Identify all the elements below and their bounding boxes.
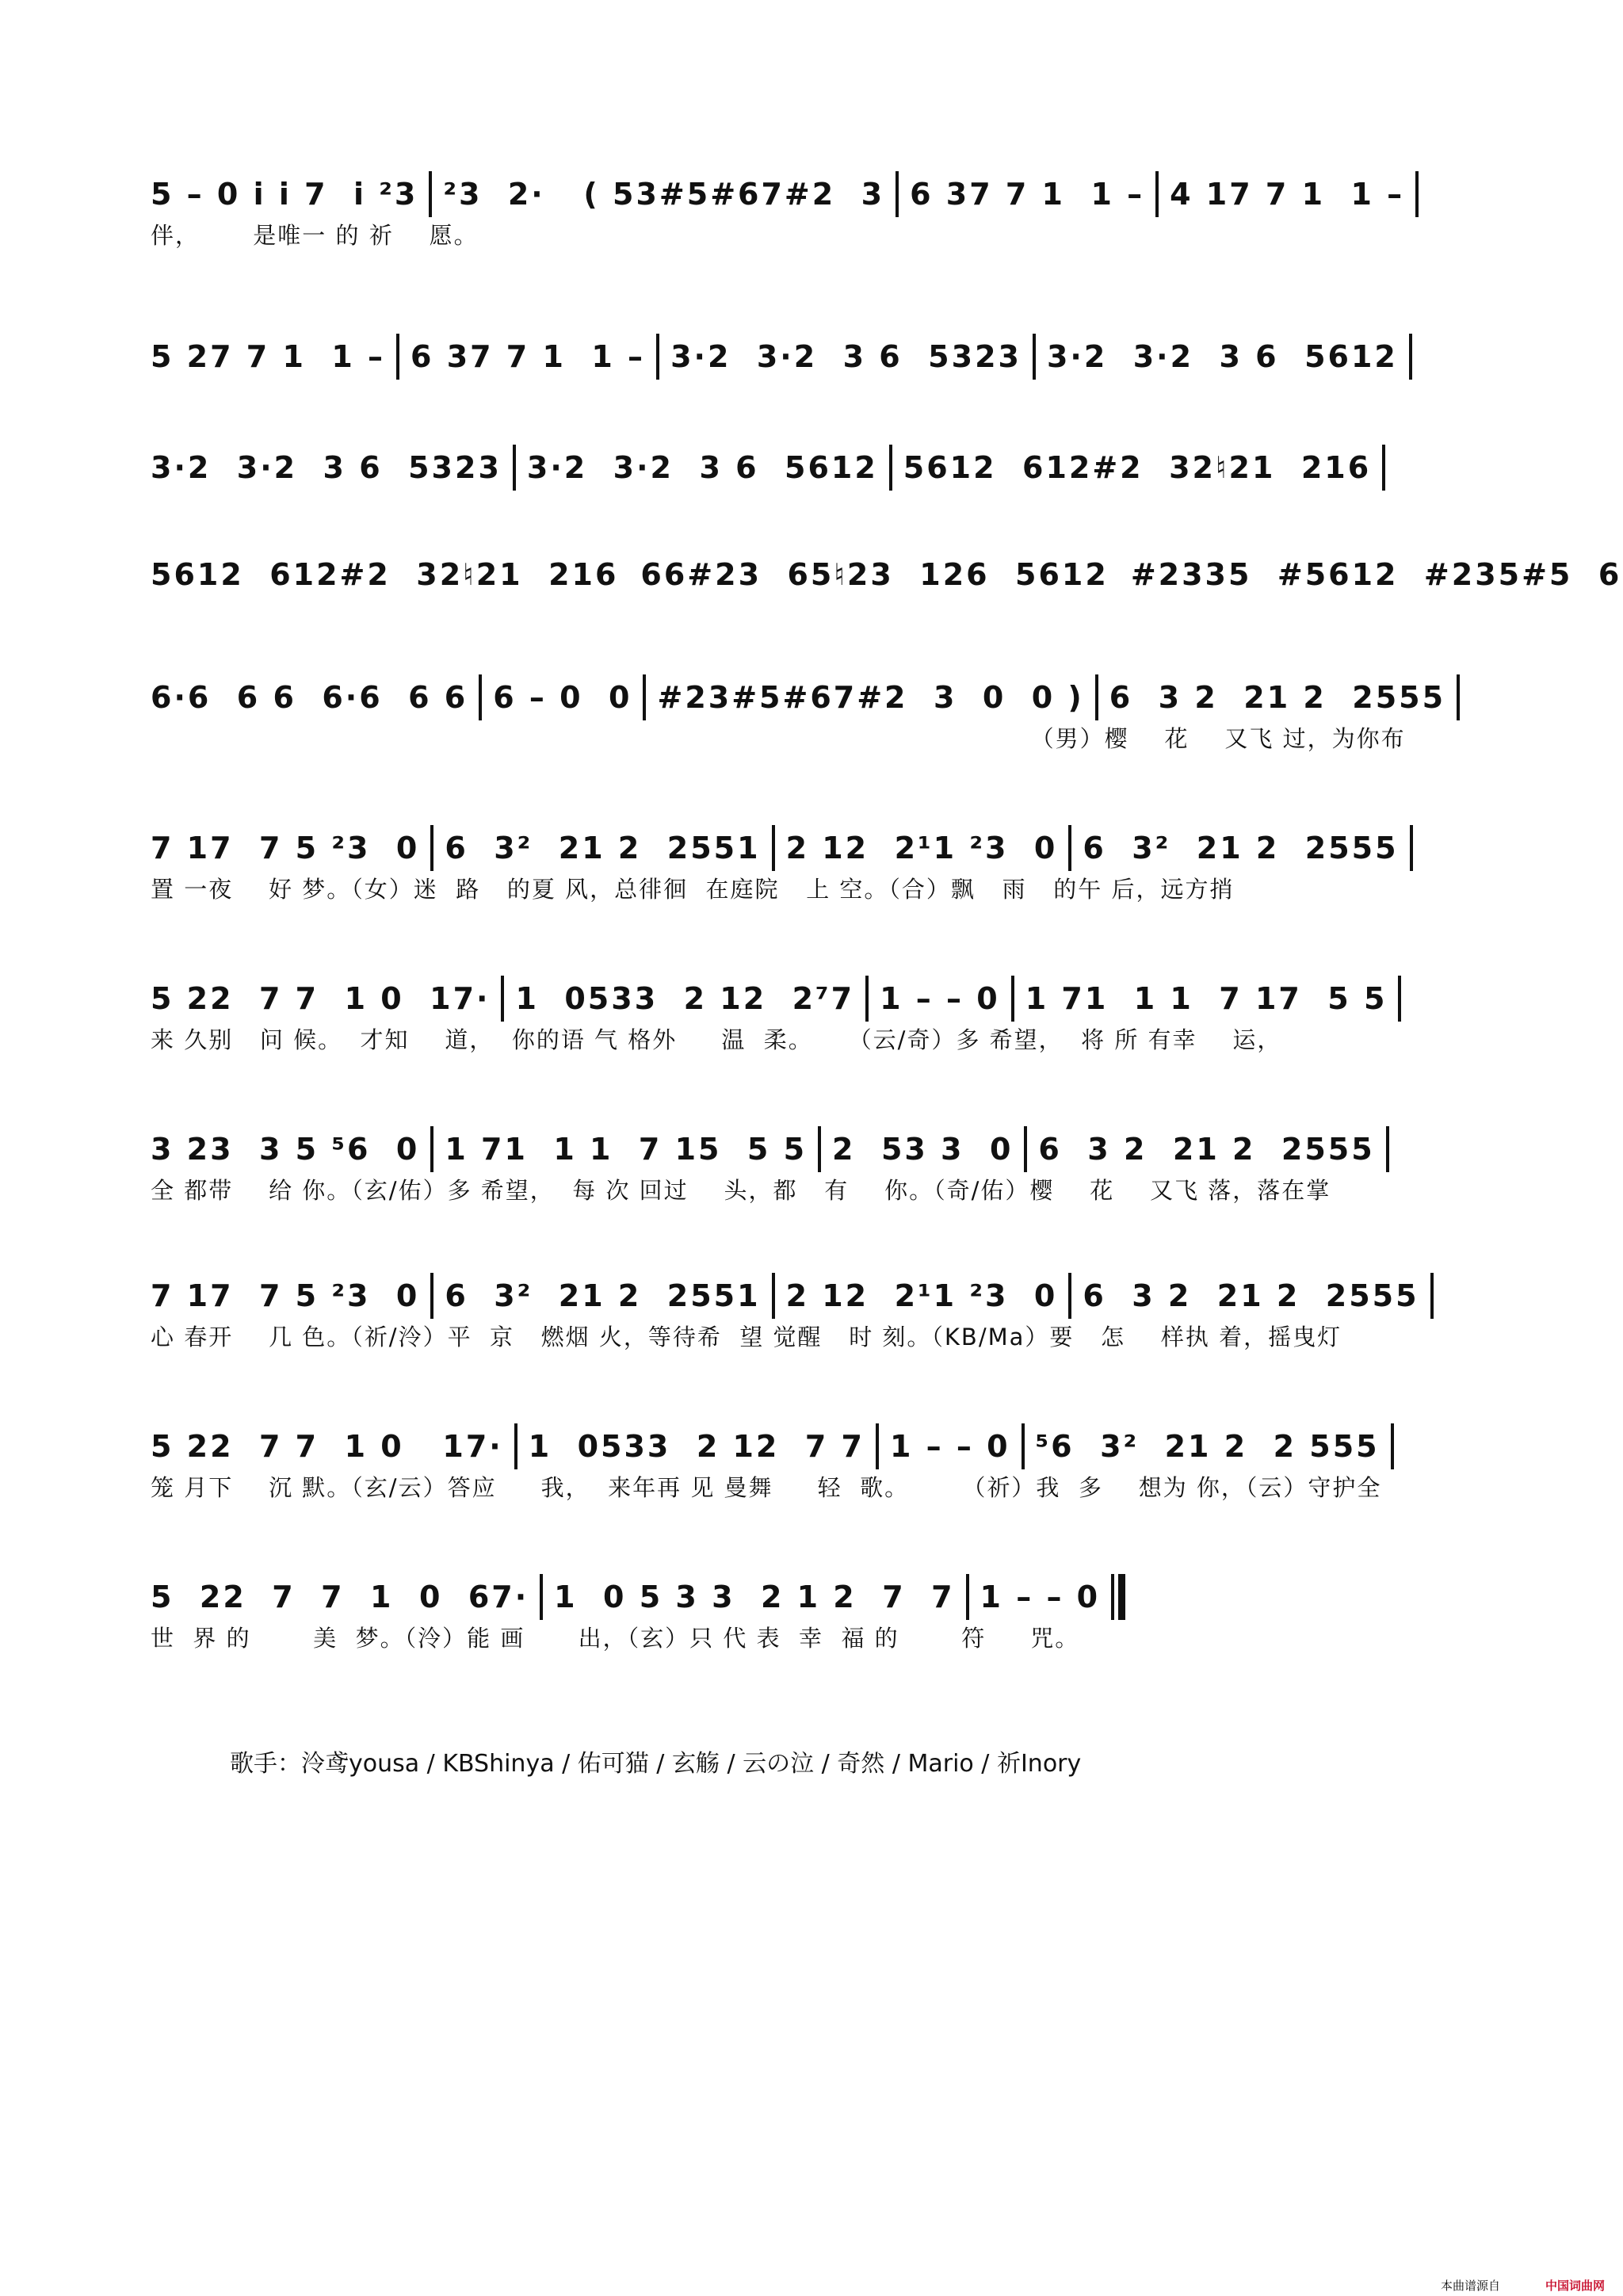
barline	[429, 171, 432, 217]
measure: 7 17 7 5 ²3 0	[151, 1278, 420, 1313]
barline	[513, 445, 516, 491]
measure: #23#5#67#2 3 0 0 )	[657, 680, 1084, 715]
notation-line	[151, 824, 1474, 872]
measure: 1 0533 2 12 7 7	[528, 1429, 865, 1464]
lyrics-line: （男）樱 花 又飞 过，为你布	[151, 725, 1406, 752]
barline	[1068, 1273, 1071, 1319]
measure: 5 27 7 1 1 –	[151, 339, 386, 374]
lyrics-line: 全 都带 给 你。（玄/佑）多 希望， 每 次 回过 头，都 有 你。（奇/佑）樱 花 又飞 落，落在掌	[151, 1177, 1331, 1204]
notation-line	[151, 1423, 1474, 1470]
measure: 2 12 2¹1 ²3 0	[785, 831, 1058, 865]
measure: 6 37 7 1 1 –	[910, 177, 1145, 212]
barline	[772, 825, 775, 871]
lyrics-line: 置 一夜 好 梦。（女）迷 路 的夏 风，总徘徊 在庭院 上 空。（合）飘 雨 的午 后，远方捎	[151, 876, 1235, 903]
measure: 3 23 3 5 ⁵6 0	[151, 1132, 420, 1167]
score-system-4	[151, 551, 1622, 633]
measure: 2 12 2¹1 ²3 0	[785, 1278, 1058, 1313]
measure: 5 22 7 7 1 0 67·	[151, 1580, 529, 1614]
measure: ²3 2· ( 53#5#67#2 3	[443, 177, 885, 212]
barline	[889, 445, 892, 491]
measure: 5612 612#2 32♮21 216	[151, 557, 619, 592]
notation-line	[151, 1573, 1474, 1621]
barline	[772, 1273, 775, 1319]
measure: 1 71 1 1 7 17 5 5	[1025, 981, 1388, 1016]
measure: 1 – – 0	[980, 1580, 1101, 1614]
lyrics-line: 世 界 的 美 梦。（泠）能 画 出，（玄）只 代 表 幸 福 的 符 咒。	[151, 1625, 1080, 1652]
notation-line	[151, 170, 1474, 218]
measure: 6·6 6 6 6·6 6 6	[151, 680, 468, 715]
final-barline-thin	[1111, 1574, 1114, 1620]
footer-site-link[interactable]: 中国词曲网	[1545, 2279, 1606, 2293]
barline	[1382, 445, 1385, 491]
barline	[1430, 1273, 1434, 1319]
final-barline-thick	[1118, 1574, 1125, 1620]
footer-source-label: 本曲谱源自	[1441, 2279, 1501, 2293]
score-system-7	[151, 975, 1474, 1057]
measure: 6 3² 21 2 2555	[1083, 831, 1399, 865]
measure: 3·2 3·2 3 6 5323	[151, 450, 502, 485]
barline	[896, 171, 899, 217]
measure: #2335 #5612 #235#5 6	[1130, 557, 1622, 592]
barline	[818, 1126, 821, 1172]
measure: 6 3² 21 2 2551	[445, 1278, 761, 1313]
measure: 6 3 2 21 2 2555	[1038, 1132, 1375, 1167]
barline	[656, 334, 659, 380]
barline	[514, 1423, 517, 1469]
notation-line	[151, 975, 1474, 1022]
score-system-3	[151, 444, 1474, 526]
notation-line	[151, 1125, 1474, 1173]
measure: 2 53 3 0	[832, 1132, 1014, 1167]
barline	[501, 976, 504, 1022]
barline	[430, 1273, 433, 1319]
barline	[876, 1423, 879, 1469]
notation-line	[151, 1272, 1474, 1320]
score-system-1	[151, 170, 1474, 253]
barline	[1022, 1423, 1025, 1469]
measure: 5 22 7 7 1 0 17·	[151, 981, 491, 1016]
measure: 6 3 2 21 2 2555	[1109, 680, 1446, 715]
measure: 66#23 65♮23 126 5612	[640, 557, 1109, 592]
measure: 6 37 7 1 1 –	[411, 339, 646, 374]
lyrics-line	[151, 598, 1474, 633]
measure: 6 – 0 0	[493, 680, 632, 715]
singer-credit: 歌手：泠鸢yousa / KBShinya / 佑可猫 / 玄觞 / 云の泣 / 奇然 / Mario / 祈Inory	[230, 1750, 1082, 1778]
score-system-8	[151, 1125, 1474, 1208]
measure: 1 0 5 3 3 2 1 2 7 7	[554, 1580, 955, 1614]
barline	[1457, 674, 1460, 720]
measure: 3·2 3·2 3 6 5612	[526, 450, 878, 485]
lyrics-line	[151, 380, 1474, 415]
barline	[1155, 171, 1159, 217]
barline	[1409, 334, 1412, 380]
barline	[966, 1574, 969, 1620]
score-system-6	[151, 824, 1474, 907]
notation-line	[151, 444, 1474, 491]
measure: 7 17 7 5 ²3 0	[151, 831, 420, 865]
barline	[540, 1574, 543, 1620]
lyrics-line: 笼 月下 沉 默。（玄/云）答应 我， 来年再 见 曼舞 轻 歌。 （祈）我 多 想为 你，（云）守护全	[151, 1474, 1382, 1501]
barline	[643, 674, 646, 720]
measure: 5 22 7 7 1 0 17·	[151, 1429, 503, 1464]
barline	[1095, 674, 1098, 720]
measure: 5 – 0 i i 7 i ²3	[151, 177, 418, 212]
score-system-10	[151, 1423, 1474, 1505]
barline	[1386, 1126, 1389, 1172]
barline	[1410, 825, 1413, 871]
notation-line	[151, 333, 1474, 380]
notation-line	[151, 551, 1622, 598]
score-system-2	[151, 333, 1474, 415]
barline	[865, 976, 869, 1022]
measure: 1 0533 2 12 2⁷7	[515, 981, 855, 1016]
score-system-5	[151, 674, 1474, 756]
barline	[1398, 976, 1401, 1022]
barline	[1415, 171, 1419, 217]
measure: 6 3 2 21 2 2555	[1083, 1278, 1419, 1313]
score-system-11	[151, 1573, 1474, 1656]
measure: 6 3² 21 2 2551	[445, 831, 761, 865]
measure: 1 – – 0	[889, 1429, 1010, 1464]
barline	[430, 825, 433, 871]
barline	[396, 334, 399, 380]
barline	[1011, 976, 1014, 1022]
measure: 5612 612#2 32♮21 216	[903, 450, 1372, 485]
lyrics-line: 来 久别 问 候。 才知 道， 你的语 气 格外 温 柔。 （云/奇）多 希望， 将 所 有幸 运，	[151, 1026, 1282, 1053]
lyrics-line: 心 春开 几 色。（祈/泠）平 京 燃烟 火，等待希 望 觉醒 时 刻。（KB/Ma）要 怎 样执 着，摇曳灯	[151, 1324, 1342, 1350]
measure: 1 – – 0	[880, 981, 1000, 1016]
barline	[430, 1126, 433, 1172]
measure: 1 71 1 1 7 15 5 5	[445, 1132, 808, 1167]
score-system-9	[151, 1272, 1474, 1354]
lyrics-line: 伴， 是唯一 的 祈 愿。	[151, 222, 479, 249]
barline	[1024, 1126, 1027, 1172]
notation-line	[151, 674, 1474, 721]
measure: 3·2 3·2 3 6 5612	[1046, 339, 1398, 374]
barline	[1391, 1423, 1394, 1469]
measure: ⁵6 3² 21 2 2 555	[1035, 1429, 1380, 1464]
measure: 4 17 7 1 1 –	[1170, 177, 1405, 212]
barline	[1033, 334, 1036, 380]
measure: 3·2 3·2 3 6 5323	[670, 339, 1022, 374]
barline	[479, 674, 482, 720]
barline	[1068, 825, 1071, 871]
lyrics-line	[151, 491, 1474, 526]
